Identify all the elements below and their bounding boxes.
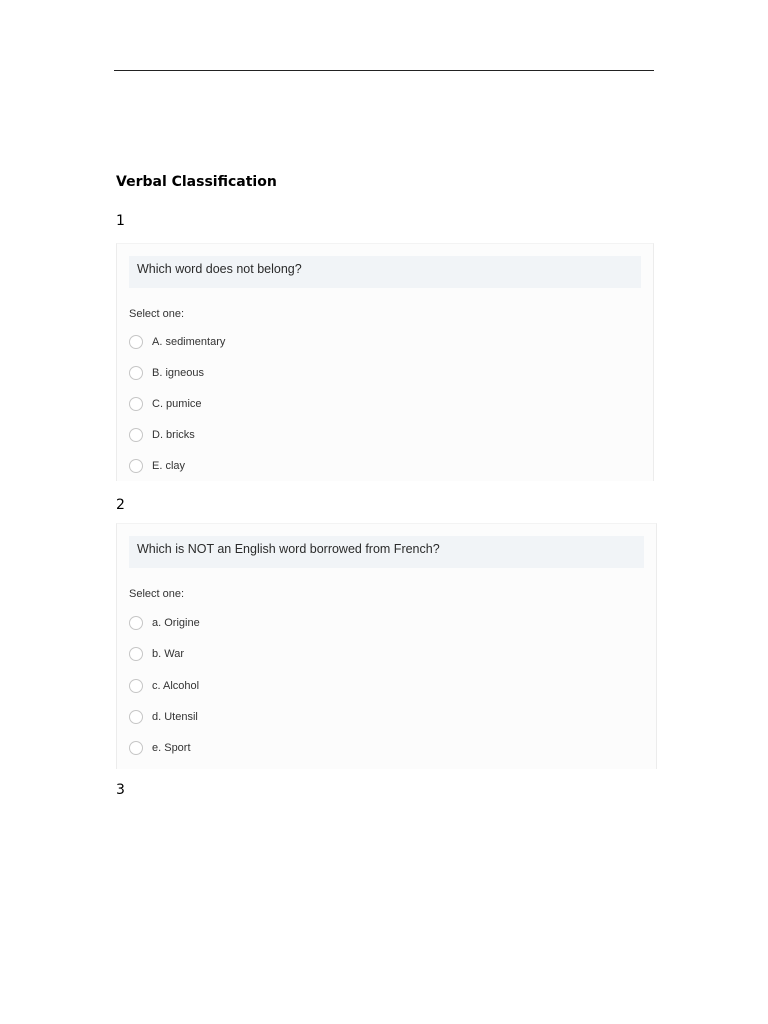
- answer-option[interactable]: [129, 426, 195, 444]
- radio-button-icon[interactable]: [129, 397, 143, 411]
- question-card: [116, 523, 657, 769]
- radio-button-icon[interactable]: [129, 647, 143, 661]
- answer-option[interactable]: [129, 708, 198, 726]
- select-one-label: Select one:: [129, 308, 185, 320]
- radio-button-icon[interactable]: [129, 679, 143, 693]
- radio-button-icon[interactable]: [129, 428, 143, 442]
- radio-button-icon[interactable]: [129, 335, 143, 349]
- option-label: d. Utensil: [152, 711, 198, 723]
- question-number: 2: [116, 497, 125, 513]
- header-divider: [114, 70, 654, 71]
- option-label: E. clay: [152, 460, 186, 472]
- radio-button-icon[interactable]: [129, 366, 143, 380]
- answer-option[interactable]: [129, 645, 184, 663]
- answer-option[interactable]: [129, 364, 204, 382]
- answer-option[interactable]: [129, 333, 225, 351]
- answer-option[interactable]: [129, 614, 200, 632]
- select-one-label: Select one:: [129, 588, 185, 600]
- option-label: B. igneous: [152, 367, 204, 379]
- question-number: 1: [116, 213, 125, 229]
- answer-option[interactable]: [129, 395, 202, 413]
- radio-button-icon[interactable]: [129, 459, 143, 473]
- option-label: c. Alcohol: [152, 680, 200, 692]
- radio-button-icon[interactable]: [129, 710, 143, 724]
- option-label: a. Origine: [152, 617, 200, 629]
- option-label: b. War: [152, 648, 184, 660]
- radio-button-icon[interactable]: [129, 741, 143, 755]
- question-prompt: Which word does not belong?: [129, 256, 641, 288]
- option-label: A. sedimentary: [152, 336, 226, 348]
- answer-option[interactable]: [129, 457, 185, 475]
- question-card: [116, 243, 654, 481]
- answer-option[interactable]: [129, 739, 191, 757]
- option-label: e. Sport: [152, 742, 191, 754]
- answer-option[interactable]: [129, 677, 199, 695]
- option-label: C. pumice: [152, 398, 202, 410]
- option-label: D. bricks: [152, 429, 195, 441]
- question-number: 3: [116, 782, 125, 798]
- radio-button-icon[interactable]: [129, 616, 143, 630]
- section-title: Verbal Classification: [116, 174, 277, 190]
- question-prompt: Which is NOT an English word borrowed from French?: [129, 536, 644, 568]
